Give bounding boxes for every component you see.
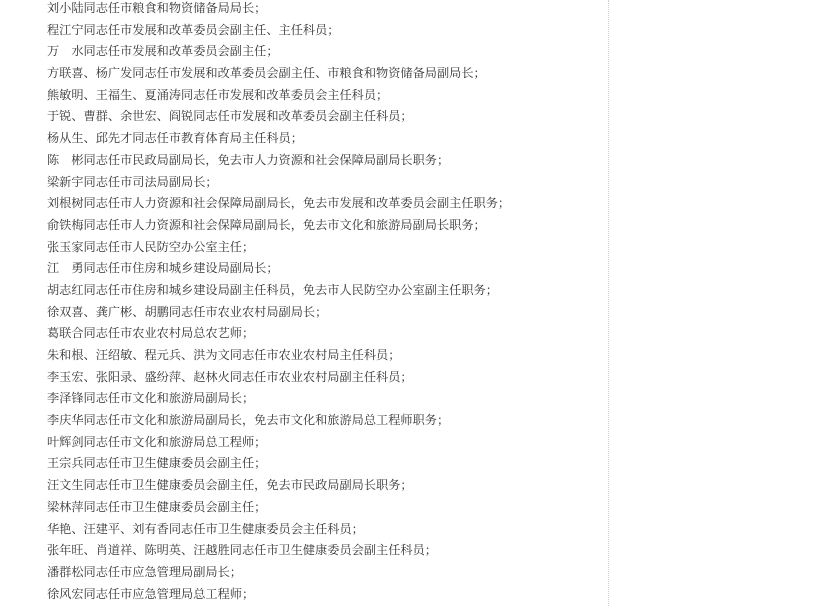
appointment-line: 熊敏明、王福生、夏涌涛同志任市发展和改革委员会主任科员；: [47, 87, 389, 102]
appointment-line: 王宗兵同志任市卫生健康委员会副主任；: [47, 456, 267, 471]
appointment-line: 江 勇同志任市住房和城乡建设局副局长；: [47, 261, 279, 276]
appointment-line: 俞铁梅同志任市人力资源和社会保障局副局长，免去市文化和旅游局副局长职务；: [47, 217, 486, 232]
appointment-line: 方联喜、杨广发同志任市发展和改革委员会副主任、市粮食和物资储备局副局长；: [47, 66, 486, 81]
appointment-line: 李庆华同志任市文化和旅游局副局长，免去市文化和旅游局总工程师职务；: [47, 413, 450, 428]
appointment-line: 杨从生、邱先才同志任市教育体育局主任科员；: [47, 131, 303, 146]
appointment-line: 梁林萍同志任市卫生健康委员会副主任；: [47, 499, 267, 514]
appointment-line: 张年旺、肖道祥、陈明英、汪越胜同志任市卫生健康委员会副主任科员；: [47, 543, 437, 558]
appointment-line: 李泽锋同志任市文化和旅游局副局长；: [47, 391, 255, 406]
appointment-line: 汪文生同志任市卫生健康委员会副主任，免去市民政局副局长职务；: [47, 478, 413, 493]
appointment-line: 刘小陆同志任市粮食和物资储备局局长；: [47, 1, 267, 15]
appointment-line: 李玉宏、张阳录、盛纷萍、赵林火同志任市农业农村局副主任科员；: [47, 369, 413, 384]
appointment-line: 徐双喜、龚广彬、胡鹏同志任市农业农村局副局长；: [47, 304, 328, 319]
appointment-line: 万 水同志任市发展和改革委员会副主任；: [47, 44, 279, 59]
appointment-line: 胡志红同志任市住房和城乡建设局副主任科员，免去市人民防空办公室副主任职务；: [47, 282, 498, 297]
appointment-line: 潘群松同志任市应急管理局副局长；: [47, 564, 242, 579]
appointment-line: 葛联合同志任市农业农村局总农艺师；: [47, 326, 255, 341]
appointment-line: 陈 彬同志任市民政局副局长，免去市人力资源和社会保障局副局长职务；: [47, 152, 450, 167]
appointment-list: [47, 0, 607, 605]
appointment-line: 于锐、曹群、余世宏、阎锐同志任市发展和改革委员会副主任科员；: [47, 109, 413, 124]
appointment-line: 梁新宇同志任市司法局副局长；: [47, 174, 218, 189]
appointment-line: 朱和根、汪绍敏、程元兵、洪为文同志任市农业农村局主任科员；: [47, 348, 401, 362]
appointment-line: 程江宁同志任市发展和改革委员会副主任、主任科员；: [47, 22, 340, 37]
appointment-line: 叶辉剑同志任市文化和旅游局总工程师；: [47, 434, 267, 449]
appointment-line: 华艳、汪建平、刘有香同志任市卫生健康委员会主任科员；: [47, 521, 364, 536]
column-divider: [608, 0, 609, 606]
appointment-line: 张玉家同志任市人民防空办公室主任；: [47, 239, 255, 254]
appointment-line: 徐风宏同志任市应急管理局总工程师；: [47, 586, 255, 601]
appointment-line: 刘根树同志任市人力资源和社会保障局副局长，免去市发展和改革委员会副主任职务；: [47, 196, 511, 211]
